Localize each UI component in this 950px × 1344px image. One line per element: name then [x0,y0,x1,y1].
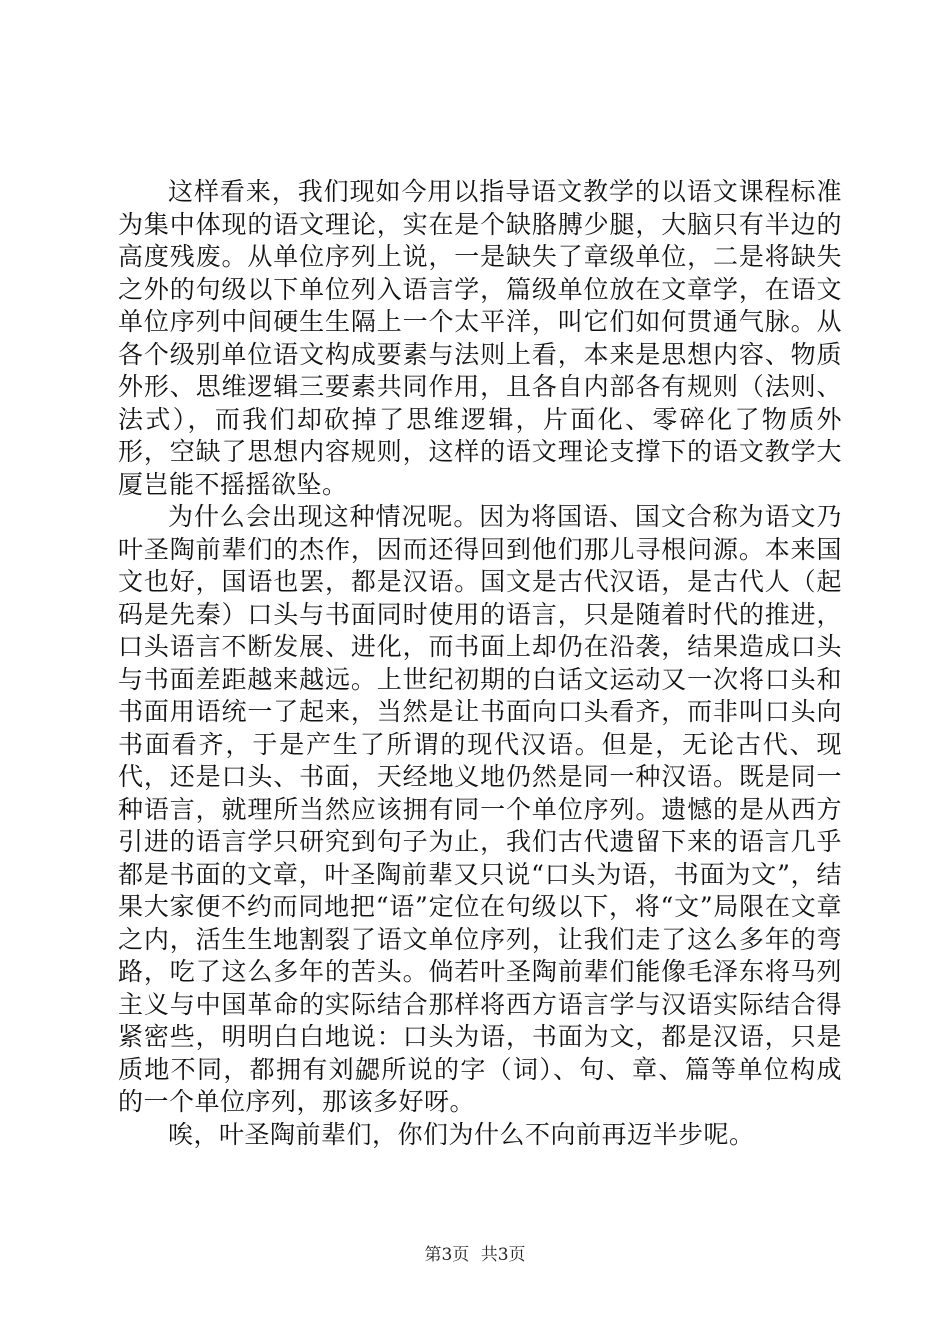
page-number: 第3页 [424,1245,470,1265]
document-body [118,176,842,1151]
page-footer [0,1244,950,1266]
page-total: 共3页 [480,1245,526,1265]
paragraph-2: 为什么会出现这种情况呢。因为将国语、国文合称为语文乃叶圣陶前辈们的杰作，因而还得回到他们那儿寻根问源。本来国文也好，国语也罢，都是汉语。国文是古代汉语，是古代人（起码是先秦）口头与书面同时使用的语言，只是随着时代的推进，口头语言不断发展、进化，而书面上却仍在沿袭，结果造成口头与书面差距越来越远。上世纪初期的白话文运动又一次将口头和书面用语统一了起来，当然是让书面向口头看齐，而非叫口头向书面看齐，于是产生了所谓的现代汉语。但是，无论古代、现代，还是口头、书面，天经地义地仍然是同一种汉语。既是同一种语言，就理所当然应该拥有同一个单位序列。遗憾的是从西方引进的语言学只研究到句子为止，我们古代遗留下来的语言几乎都是书面的文章，叶圣陶前辈又只说“口头为语，书面为文”，结果大家便不约而同地把“语”定位在句级以下，将“文”局限在文章之内，活生生地割裂了语文单位序列，让我们走了这么多年的弯路，吃了这么多年的苦头。倘若叶圣陶前辈们能像毛泽东将马列主义与中国革命的实际结合那样将西方语言学与汉语实际结合得紧密些，明明白白地说：口头为语，书面为文，都是汉语，只是质地不同，都拥有刘勰所说的字（词）、句、章、篇等单位构成的一个单位序列，那该多好呀。 [118,502,842,1116]
paragraph-1: 这样看来，我们现如今用以指导语文教学的以语文课程标准为集中体现的语文理论，实在是个缺胳膊少腿，大脑只有半边的高度残废。从单位序列上说，一是缺失了章级单位，二是将缺失之外的句级以下单位列入语言学，篇级单位放在文章学，在语文单位序列中间硬生生隔上一个太平洋，叫它们如何贯通气脉。从各个级别单位语文构成要素与法则上看，本来是思想内容、物质外形、思维逻辑三要素共同作用，且各自内部各有规则（法则、法式），而我们却砍掉了思维逻辑，片面化、零碎化了物质外形，空缺了思想内容规则，这样的语文理论支撑下的语文教学大厦岂能不摇摇欲坠。 [118,177,842,499]
paragraph-3: 唉，叶圣陶前辈们，你们为什么不向前再迈半步呢。 [168,1119,755,1149]
